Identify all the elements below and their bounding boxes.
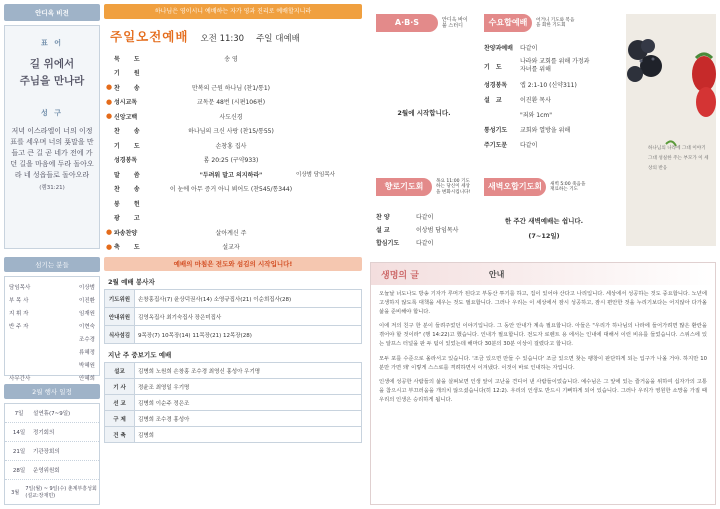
servants-list	[4, 276, 100, 382]
prev-prayer-title: 지난 주 중보기도 예배	[108, 351, 172, 359]
mission-bar: 예배의 마침은 전도와 섬김의 시작입니다!	[104, 257, 362, 271]
servants-title: 섬기는 분들	[4, 257, 100, 272]
event-row: 21일 기관장회의	[5, 442, 99, 461]
order-row: 봉 헌	[114, 200, 146, 208]
order-of-service	[104, 51, 362, 254]
vision-header: 안디옥 비전	[4, 4, 100, 21]
hyangrak-list	[376, 210, 472, 249]
order-row: 묵 도 송 영	[114, 55, 238, 63]
hyangrak-sub: 목요 11:00 기도하는 당신이 세상을 변화시킵니다!	[436, 178, 471, 195]
list-item: 설 교 이상범 담임목사	[376, 227, 459, 234]
servers-table	[104, 289, 362, 344]
order-row: ● 성시교독 교독문 48번 (시편106편)	[105, 97, 266, 107]
dawn-notice-dates: (7~12일)	[528, 232, 560, 240]
wednesday-list	[484, 40, 614, 152]
motto-line-1: 길 위에서	[29, 58, 75, 70]
table-row: 설교 김병희 노원희 손창홍 조수경 최영신 홍성아 우기명	[105, 363, 362, 379]
hyangrak-header	[376, 178, 472, 196]
order-row: 찬 송 하나님의 크신 사랑 (찬15/통55)	[114, 128, 274, 136]
abs-header	[376, 14, 472, 32]
dawn-label: 새벽오합기도회	[484, 178, 546, 196]
servant-row: 류혜정	[79, 349, 95, 356]
order-row: 말 씀 "두려워 말고 의지하라" 이상범 담임목사	[114, 171, 335, 179]
list-item: 합심기도 다같이	[376, 240, 434, 247]
abs-notice: 2월에 시작합니다.	[397, 109, 451, 117]
event-row: 28일 운영위원회	[5, 461, 99, 480]
list-item: 찬양과예배 다같이	[484, 45, 538, 52]
list-item: 설 교 이진환 목사	[484, 97, 551, 104]
order-row: ● 찬 송 만복의 근원 하나님 (찬1/통1)	[105, 83, 271, 92]
servant-row: 조수경	[79, 336, 95, 343]
servant-row: 사무간사 안혜희	[9, 375, 95, 382]
event-row: 7일 설연휴(7~9일)	[5, 404, 99, 423]
servant-row: 담임목사 이상범	[9, 284, 95, 291]
list-item: 기 도 나라와 교회를 위해 가정과 자녀를 위해	[484, 58, 590, 73]
essay-paragraph: 이에 저의 친구 한 분이 들려주었던 이야기입니다. 그 동안 안내가 계속 필요합니다. 아들은 "우리가 하나님의 나라에 들어가려면 많은 환란을 겪어야 할 것이라" (행 14:22)고 했습니다. 인내가 필요합니다. 전도자 로렌트 용 에서는 인내에 대해서 이런 비유를 들었습니다. 스위스에 있는 알프스 터널을 판 두 팀이 있었는데 해마다 30분의 30분 이상이 걸렸다고 합니다.	[379, 323, 707, 348]
verse-reference: (렘31:21)	[39, 185, 65, 191]
side-caption: 하나님의 나라에 그대 이야기 그대 성실한 주는 부모가 이 세상의 반응	[648, 146, 709, 171]
abs-section	[376, 14, 472, 117]
essay-tag: 생명의 글	[381, 270, 419, 281]
left-column	[4, 4, 100, 504]
order-row: 기 도 손창홍 집사	[114, 142, 247, 150]
events-title: 2월 행사 일정	[4, 384, 100, 399]
worship-time: 오전 11:30	[200, 34, 245, 44]
table-row: 기도위원 손창홍집사(7) 윤상덕권사(14) 소영규집사(21) 이순희집사(28)	[105, 290, 362, 308]
list-item: 통성기도 교회와 열방을 위해	[484, 127, 571, 134]
essay-header	[371, 263, 715, 285]
prev-prayer-table	[104, 362, 362, 443]
servant-row: 박혜원	[79, 362, 95, 369]
table-row: 안내위원 김영옥집사 최기숙집사 장은미집사	[105, 308, 362, 326]
order-row: ● 파송찬양 살아계신 주	[105, 228, 247, 237]
motto-section-title: 표 어	[41, 39, 63, 47]
abs-label: A·B·S	[376, 14, 438, 32]
dawn-header	[484, 178, 624, 196]
essay-section	[370, 262, 716, 505]
worship-place: 주일 대예배	[256, 34, 300, 44]
worship-title-row	[104, 27, 362, 45]
list-item: 성경봉독 엡 2:1-10 (신약311)	[484, 82, 577, 89]
worship-column	[104, 4, 362, 443]
dawn-section	[484, 178, 624, 240]
motto-box	[4, 25, 100, 249]
servant-row: 지 휘 자 임재원	[9, 310, 95, 317]
essay-body	[371, 285, 715, 415]
hyangrak-label: 향로기도회	[376, 178, 432, 196]
dawn-notice: 한 주간 새벽예배는 쉽니다.	[504, 217, 584, 225]
order-row: 기 원	[114, 70, 146, 78]
wednesday-label: 수요합예배	[484, 14, 532, 32]
dawn-sub: 새벽 5:00 죽음을 재료하는 기도	[550, 181, 586, 192]
order-row: ● 신앙고백 사도신경	[105, 112, 243, 121]
hyangrak-section	[376, 178, 472, 249]
servant-row: 반 주 자 이현숙	[9, 323, 95, 330]
verse-text: 저녁 이스라엘이 너의 이정표를 세우며 너의 푯말을 만들고 큰 길 곧 네가 전에 가던 길을 마음에 두라 돌아오라 네 성읍들로 돌아오라	[10, 127, 94, 179]
servant-row: 부 목 사 이진환	[9, 297, 95, 304]
wednesday-sub: 어거니 기도와 복음을 회한 기도회	[536, 17, 575, 28]
table-row: 건 축 김병희	[105, 427, 362, 443]
order-row: 찬 송 이 눈에 아무 증거 아니 뵈어도 (찬545/통344)	[114, 186, 293, 194]
servers-title: 2월 예배 봉사자	[108, 278, 155, 286]
motto-line-2: 주님을 만나라	[19, 75, 85, 87]
list-item: 주기도문 다같이	[484, 142, 538, 149]
table-row: 선 교 김병희 이순주 정은조	[105, 395, 362, 411]
table-row: 구 제 김병희 조수경 홍성아	[105, 411, 362, 427]
essay-paragraph: 오늘날 너도나도 방송 기자가 루머가 된다고 부동산 투기를 하고, 집이 있어야 산다고 나리입니다. 세상에서 성공하는 것도 중요합니다. 노년에 고생하지 않도록 대책을 세우는 것도 필요합니다. 그러나 우리는 이 세상에서 잠시 성공하고, 잠시 편안한 것을 누리기보다는 어지않아 다가올 삶을 준비해야 합니다.	[379, 291, 707, 316]
essay-paragraph: 모두 포를 수준으로 올라서고 있습니다. '조금 있으면 만들 수 있습니다' 조금 있으면 찾는 팽창이 판단하게 되는 입구가 나올 거야. 하지만 10분만 가면 돼' 이렇게 스스로를 격려하면서 이겨냈다. 이것이 바로 인내하는 자입니다.	[379, 355, 707, 371]
list-item: 찬 양 다같이	[376, 214, 434, 221]
abs-sub: 안디옥 바이블 스터디	[442, 17, 468, 29]
essay-paragraph: 인생에 성공한 사람들의 삶을 살펴보면 인생 앞이 고난을 견디어 낸 사람들이었습니다. 예수님은 그 앞에 있는 즐거움을 위하여 십자가의 고통을 참으시고 부끄러움을 개의치 않으셨습니다(히 12:2). 우리의 인생도 반드시 기뻐하게 되어 있습니다. 그러나 우리가 영원한 소망을 가질 때 우리의 인생은 승리하게 됩니다.	[379, 378, 707, 403]
list-item: "죄와 1cm"	[520, 112, 552, 119]
worship-banner: 하나님은 영이시니 예배하는 자가 영과 진리로 예배할지니라	[104, 4, 362, 19]
events-list	[4, 403, 100, 505]
berry-illustration	[626, 14, 716, 246]
event-row: 3월 7일(월) ~ 9일(수) 춘계부흥성회(설교:장재민)	[11, 486, 97, 499]
event-row: 14일 정기회의	[5, 423, 99, 442]
order-row: ● 축 도 설교자	[105, 242, 240, 252]
order-row: 광 고	[114, 215, 146, 223]
essay-title: 안내	[488, 269, 505, 279]
table-row: 식사섬김 9목장(7) 10목장(14) 11목장(21) 12목장(28)	[105, 326, 362, 344]
verse-section-title: 성 구	[41, 109, 63, 117]
table-row: 기 사 정윤조 최영일 우기명	[105, 379, 362, 395]
worship-title: 주일오전예배	[110, 29, 189, 44]
berry-photo	[626, 14, 716, 246]
order-row: 성경봉독 롬 20:25 (구약933)	[114, 157, 259, 165]
